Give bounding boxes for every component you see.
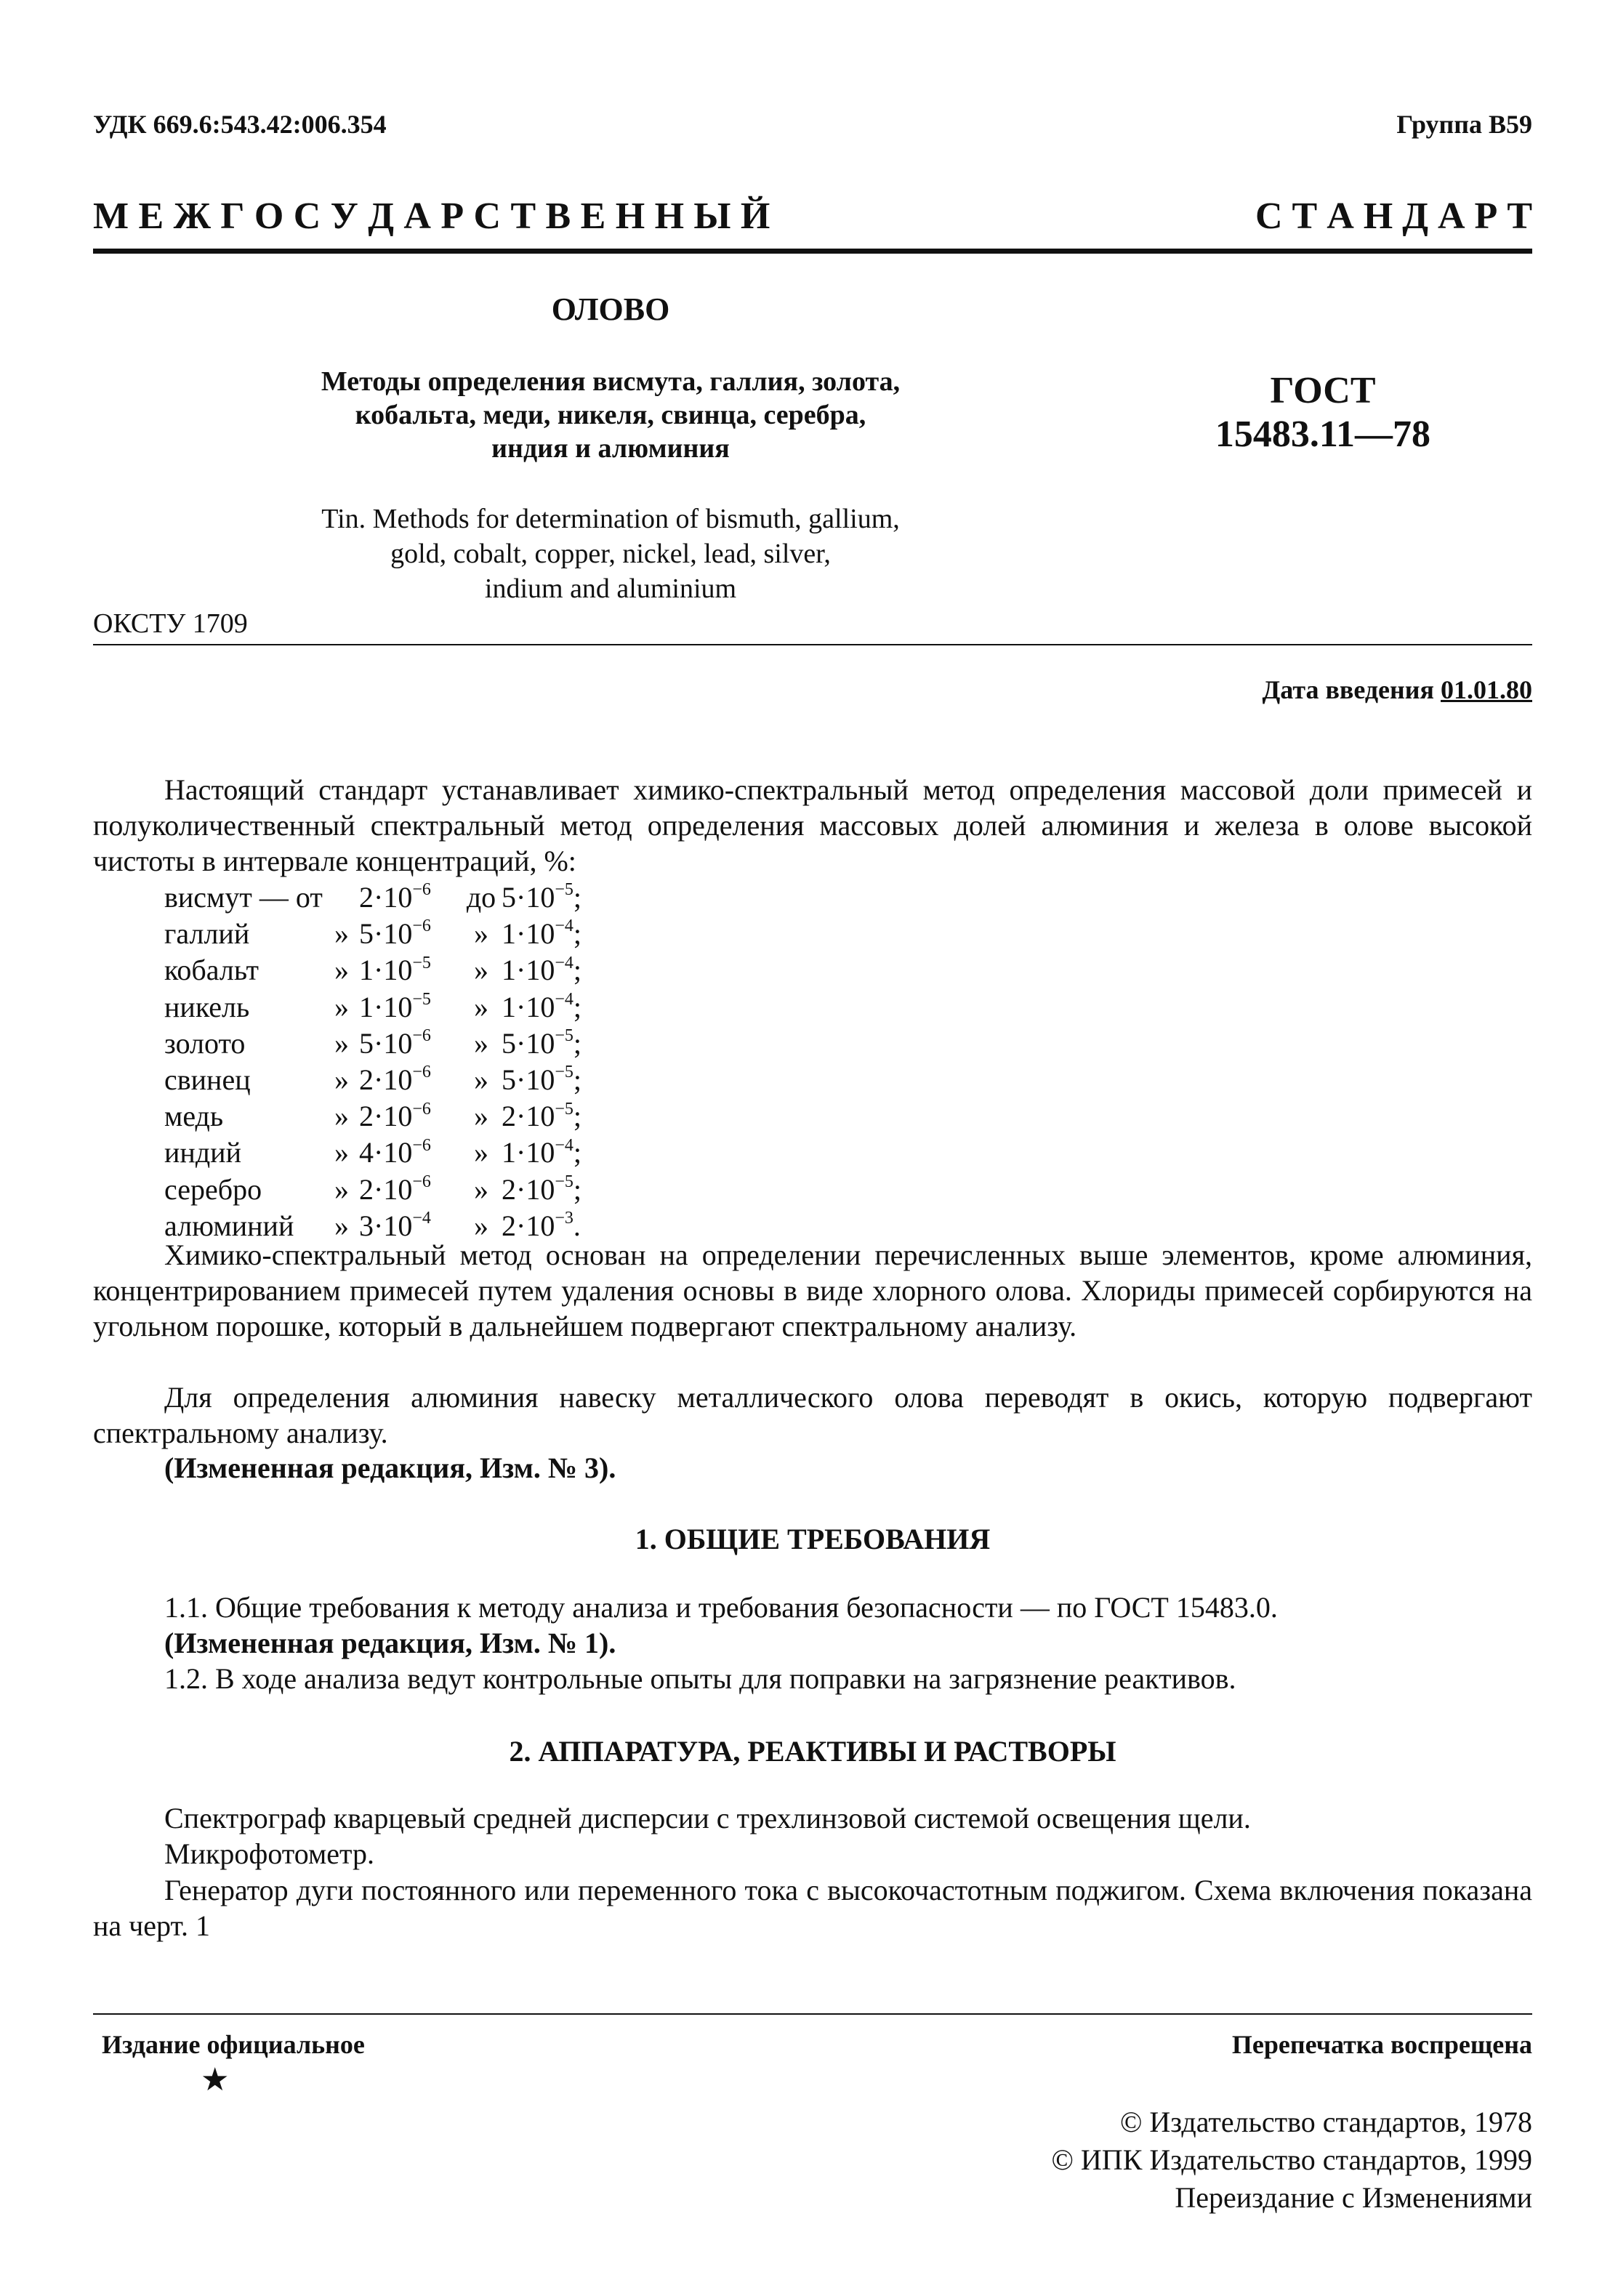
range-to-exponent: −4 <box>555 917 573 936</box>
intro-paragraph: Настоящий стандарт устанавливает химико-спектральный метод определения массовой доли примесей и полуколичественный спектральный метод определения массовых долей алюминия и железа в олове высокой чистоты в интервале концентраций, %: <box>93 773 1532 877</box>
element-name: индий <box>164 1136 241 1169</box>
row-terminator: ; <box>573 1063 581 1097</box>
row-terminator: ; <box>573 1172 581 1206</box>
element-name: золото <box>164 1026 246 1060</box>
ditto-mark: » <box>334 1209 349 1242</box>
range-to-exponent: −5 <box>555 880 573 900</box>
ditto-mark: » <box>334 917 349 951</box>
range-from-base: 2·10 <box>359 1063 413 1097</box>
banner-left: М Е Ж Г О С У Д А Р С Т В Е Н Н Ы Й <box>93 196 770 237</box>
row-terminator: ; <box>573 1136 581 1169</box>
row-terminator: ; <box>573 917 581 951</box>
title-en-line-1: Tin. Methods for determination of bismuth, gallium, <box>321 504 900 534</box>
range-separator: » <box>474 1026 488 1060</box>
concentration-table <box>164 879 581 1244</box>
range-to-base: 1·10 <box>502 954 555 987</box>
ditto-mark: » <box>334 1136 349 1169</box>
range-from-base: 1·10 <box>359 990 413 1023</box>
date-label: Дата введения <box>1262 675 1434 704</box>
range-from-exponent: −5 <box>412 953 431 972</box>
range-separator: » <box>474 917 488 951</box>
ditto-mark: » <box>334 1100 349 1133</box>
range-to-exponent: −5 <box>555 1063 573 1082</box>
range-to-base: 2·10 <box>502 1172 555 1206</box>
element-name: серебро <box>164 1172 262 1206</box>
concentration-row <box>164 916 581 952</box>
range-from-base: 2·10 <box>359 881 413 914</box>
range-from-exponent: −4 <box>412 1209 431 1228</box>
reissue-note: Переиздание с Изменениями <box>1175 2181 1532 2214</box>
ditto-mark: » <box>334 1026 349 1060</box>
okstu-code: ОКСТУ 1709 <box>93 608 248 639</box>
range-to-exponent: −4 <box>555 1135 573 1155</box>
gost-number: 15483.11—78 <box>1215 414 1431 455</box>
range-from-exponent: −6 <box>412 1172 431 1191</box>
range-from-base: 2·10 <box>359 1172 413 1206</box>
udk-code: УДК 669.6:543.42:006.354 <box>93 110 387 139</box>
range-to <box>502 952 581 988</box>
apparatus-line-2: Микрофотометр. <box>164 1837 375 1870</box>
range-from-exponent: −6 <box>412 1063 431 1082</box>
title-rule <box>93 644 1532 645</box>
header-rule <box>93 249 1532 254</box>
range-from <box>359 989 461 1026</box>
range-from-base: 1·10 <box>359 954 413 987</box>
range-to-base: 2·10 <box>502 1100 555 1133</box>
range-from-base: 3·10 <box>359 1209 413 1242</box>
range-from <box>359 952 461 988</box>
range-separator: » <box>474 1172 488 1206</box>
range-to <box>502 1098 581 1135</box>
range-to-base: 1·10 <box>502 917 555 951</box>
element-name: свинец <box>164 1063 251 1097</box>
range-from-exponent: −6 <box>412 1099 431 1119</box>
group-code: Группа В59 <box>1396 110 1532 139</box>
apparatus-line-3: Генератор дуги постоянного или переменного тока с высокочастотным поджигом. Схема включения показана на черт. 1 <box>93 1874 1532 1942</box>
range-from-base: 5·10 <box>359 1026 413 1060</box>
element-name: кобальт <box>164 954 259 987</box>
method-paragraph-2: Для определения алюминия навеску металлического олова переводят в окись, которую подвергают спектральному анализу. <box>93 1381 1532 1449</box>
range-to-exponent: −3 <box>555 1209 573 1228</box>
range-separator: » <box>474 1209 488 1242</box>
row-terminator: . <box>573 1209 581 1242</box>
section-1-heading: 1. ОБЩИЕ ТРЕБОВАНИЯ <box>635 1523 991 1555</box>
gost-label: ГОСТ <box>1270 370 1376 411</box>
concentration-row <box>164 1026 581 1062</box>
ditto-mark: » <box>334 1063 349 1097</box>
introduction-date <box>1263 674 1533 705</box>
item-1-1: 1.1. Общие требования к методу анализа и требования безопасности — по ГОСТ 15483.0. <box>164 1591 1278 1624</box>
ditto-mark: » <box>334 1172 349 1206</box>
concentration-row <box>164 952 581 988</box>
copyright-1999: © ИПК Издательство стандартов, 1999 <box>1051 2143 1532 2176</box>
title-en-line-3: indium and aluminium <box>484 573 737 604</box>
revision-note-3: (Измененная редакция, Изм. № 3). <box>164 1451 616 1484</box>
row-terminator: ; <box>573 881 581 914</box>
element-name: галлий <box>164 917 250 951</box>
method-paragraph-1: Химико-спектральный метод основан на определении перечисленных выше элементов, кроме алюминия, концентрированием примесей путем удаления основы в виде хлорного олова. Хлориды примесей сорбируются на угольном порошке, который в дальнейшем подвергают спектральному анализу. <box>93 1238 1532 1342</box>
copyright-block <box>1052 2103 1532 2217</box>
range-from <box>359 1026 461 1062</box>
range-separator: » <box>474 990 488 1023</box>
reprint-prohibited: Перепечатка воспрещена <box>1231 2030 1532 2059</box>
title-english <box>283 502 938 606</box>
concentration-row <box>164 1098 581 1135</box>
standard-banner <box>93 195 1532 238</box>
range-to-base: 1·10 <box>502 990 555 1023</box>
gost-designation <box>1192 369 1454 456</box>
official-edition: Издание официальное <box>102 2030 365 2059</box>
row-terminator: ; <box>573 990 581 1023</box>
element-name: никель <box>164 990 250 1023</box>
range-to-exponent: −5 <box>555 1026 573 1046</box>
range-from <box>359 1098 461 1135</box>
range-from <box>359 879 461 916</box>
concentration-row <box>164 1062 581 1098</box>
range-to-exponent: −4 <box>555 953 573 972</box>
concentration-row <box>164 879 581 916</box>
range-from-base: 2·10 <box>359 1100 413 1133</box>
range-to-base: 5·10 <box>502 881 555 914</box>
title-en-line-2: gold, cobalt, copper, nickel, lead, silver, <box>390 539 831 569</box>
footer-rule <box>93 2013 1532 2015</box>
range-to <box>502 879 581 916</box>
title-russian <box>283 365 938 465</box>
document-title: ОЛОВО <box>551 291 670 327</box>
date-value: 01.01.80 <box>1441 675 1532 704</box>
apparatus-line-1: Спектрограф кварцевый средней дисперсии с трехлинзовой системой освещения щели. <box>164 1802 1251 1834</box>
range-to-base: 1·10 <box>502 1136 555 1169</box>
element-name: алюминий <box>164 1209 294 1242</box>
concentration-row <box>164 989 581 1026</box>
row-terminator: ; <box>573 954 581 987</box>
range-separator: » <box>474 954 488 987</box>
range-from <box>359 1062 461 1098</box>
banner-right: С Т А Н Д А Р Т <box>1255 196 1532 237</box>
title-ru-line-2: кобальта, меди, никеля, свинца, серебра, <box>355 400 866 430</box>
section-2-heading: 2. АППАРАТУРА, РЕАКТИВЫ И РАСТВОРЫ <box>509 1735 1116 1768</box>
star-icon: ★ <box>201 2062 230 2098</box>
range-from-base: 5·10 <box>359 917 413 951</box>
title-ru-line-1: Методы определения висмута, галлия, золота, <box>321 366 901 397</box>
range-to <box>502 1062 581 1098</box>
row-terminator: ; <box>573 1100 581 1133</box>
range-separator: » <box>474 1063 488 1097</box>
range-separator: » <box>474 1100 488 1133</box>
ditto-mark: » <box>334 990 349 1023</box>
range-from-base: 4·10 <box>359 1136 413 1169</box>
element-name: медь <box>164 1100 224 1133</box>
range-to <box>502 916 581 952</box>
concentration-row <box>164 1172 581 1208</box>
range-to <box>502 989 581 1026</box>
range-to-base: 5·10 <box>502 1063 555 1097</box>
row-terminator: ; <box>573 1026 581 1060</box>
range-to-exponent: −5 <box>555 1172 573 1191</box>
ditto-mark: » <box>334 954 349 987</box>
revision-note-1: (Измененная редакция, Изм. № 1). <box>164 1627 616 1659</box>
range-to <box>502 1026 581 1062</box>
range-from-exponent: −6 <box>412 1026 431 1046</box>
range-from <box>359 1135 461 1171</box>
range-from-exponent: −6 <box>412 917 431 936</box>
range-to <box>502 1135 581 1171</box>
title-ru-line-3: индия и алюминия <box>491 433 730 464</box>
concentration-row <box>164 1135 581 1171</box>
range-from-exponent: −5 <box>412 989 431 1009</box>
range-from <box>359 916 461 952</box>
range-separator: » <box>474 1136 488 1169</box>
range-to-base: 2·10 <box>502 1209 555 1242</box>
range-from-exponent: −6 <box>412 1135 431 1155</box>
copyright-1978: © Издательство стандартов, 1978 <box>1119 2106 1532 2138</box>
range-to <box>502 1172 581 1208</box>
range-to-exponent: −5 <box>555 1099 573 1119</box>
range-to-exponent: −4 <box>555 989 573 1009</box>
item-1-2: 1.2. В ходе анализа ведут контрольные опыты для поправки на загрязнение реактивов. <box>164 1662 1236 1695</box>
range-to-base: 5·10 <box>502 1026 555 1060</box>
range-from-exponent: −6 <box>412 880 431 900</box>
element-name: висмут — от <box>164 881 323 914</box>
range-from <box>359 1172 461 1208</box>
range-separator: до <box>466 881 496 914</box>
